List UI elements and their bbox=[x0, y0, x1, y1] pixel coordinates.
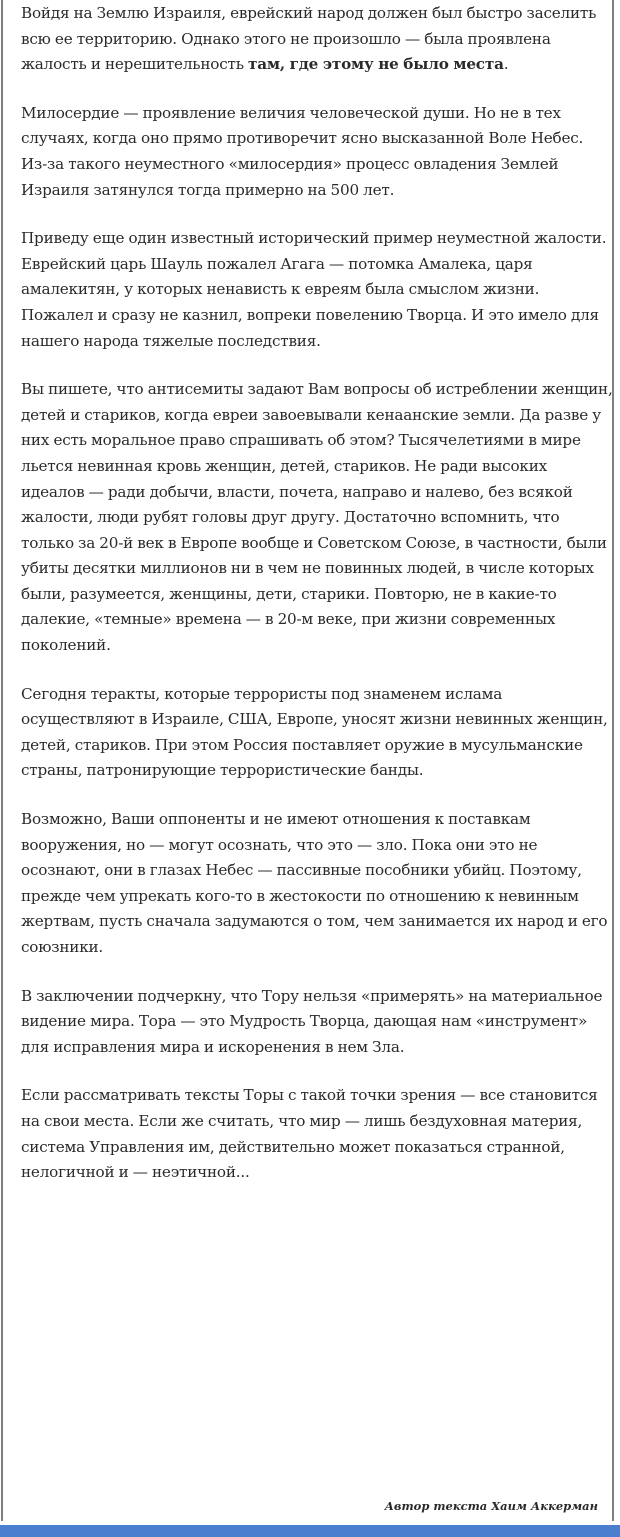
paragraph-1-end: . bbox=[503, 55, 509, 74]
paragraph-1-text: Войдя на Землю Израиля, еврейский народ должен был быстро заселить всю ее территорию. Однако этого не произошло — была проявлена жалость и нерешительность bbox=[21, 4, 597, 74]
paragraph-7: В заключении подчеркну, что Тору нельзя «примерять» на материальное видение мира. Тора — это Мудрость Творца, дающая нам «инструмент» для исправления мира и искоренения в нем Зла. bbox=[21, 986, 603, 1056]
paragraph-4: Вы пишете, что антисемиты задают Вам вопросы об истреблении женщин, детей и стариков, когда евреи завоевывали кенаанские земли. Да разве у них есть моральное право спрашивать об этом? Тысячелетиями в мире льется невинная кровь женщин, детей, стариков. Не ради высоких идеалов — ради добычи, власти, почета, направо и налево, без всякой жалости, люди рубят головы друг другу. Достаточно вспомнить, что только за 20-й век в Европе вообще и Советском Союзе, в частности, были убиты десятки миллионов ни в чем не повинных людей, в числе которых были, разумеется, женщины, дети, старики. Повторю, не в какие-то далекие, «темные» времена — в 20-м веке, при жизни современных поколений. bbox=[21, 380, 613, 655]
paragraph-2: Милосердие — проявление величия человеческой души. Но не в тех случаях, когда оно прямо противоречит ясно высказанной Воле Небес. Из-за такого неуместного «милосердия» процесс овладения Землей Израиля затянулся тогда примерно на 500 лет. bbox=[21, 103, 584, 199]
paragraph-6: Возможно, Ваши оппоненты и не имеют отношения к поставкам вооружения, но — могут осознать, что это — зло. Пока они это не осознают, они в глазах Небес — пассивные пособники убийц. Поэтому, прежде чем упрекать кого-то в жестокости по отношению к невинным жертвам, пусть сначала задумаются о том, чем занимается их народ и его союзники. bbox=[21, 810, 608, 956]
paragraph-1-bold: там, где этому не было места bbox=[248, 55, 504, 74]
paragraph-5: Сегодня теракты, которые террористы под знаменем ислама осуществляют в Израиле, США, Европе, уносят жизни невинных женщин, детей, стариков. При этом Россия поставляет оружие в мусульманские страны, патронирующие террористические банды. bbox=[21, 684, 608, 780]
bottom-accent-bar bbox=[0, 1525, 620, 1537]
author-signature: Автор текста Хаим Аккерман bbox=[384, 1499, 598, 1513]
article-body bbox=[21, 1, 613, 1209]
article-frame bbox=[1, 0, 614, 1521]
paragraph-8: Если рассматривать тексты Торы с такой точки зрения — все становится на свои места. Если же считать, что мир — лишь бездуховная материя, система Управления им, действительно может показаться странной, нелогичной и — неэтичной... bbox=[21, 1086, 598, 1182]
paragraph-3: Приведу еще один известный исторический пример неуместной жалости. Еврейский царь Шауль пожалел Агага — потомка Амалека, царя амалекитян, у которых ненависть к евреям была смыслом жизни. Пожалел и сразу не казнил, вопреки повелению Творца. И это имело для нашего народа тяжелые последствия. bbox=[21, 229, 607, 350]
paragraph-1 bbox=[21, 1, 613, 78]
